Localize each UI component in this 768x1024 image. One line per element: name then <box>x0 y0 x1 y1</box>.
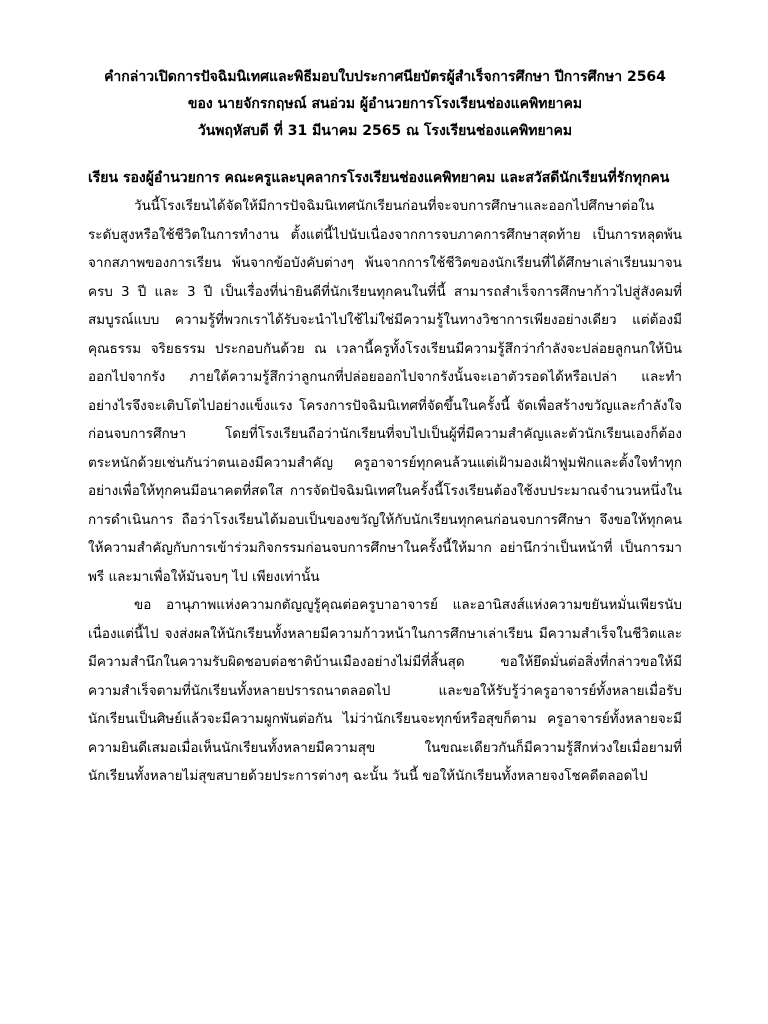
document-title: คำกล่าวเปิดการปัจฉิมนิเทศและพิธีมอบใบประกาศนียบัตรผู้สำเร็จการศึกษา ปีการศึกษา 2564 <box>104 69 666 85</box>
body-paragraph-1: วันนี้โรงเรียนได้จัดให้มีการปัจฉิมนิเทศนักเรียนก่อนที่จะจบการศึกษาและออกไปศึกษาต่อในระดับสูงหรือใช้ชีวิตในการทำงาน ตั้งแต่นี้ไปนับเนื่องจากการจบภาคการศึกษาสุดท้าย เป็นการหลุดพ้นจากสภาพของการเรียน พ้นจากข้อบังคับต่างๆ พ้นจากการใช้ชีวิตของนักเรียนที่ได้ศึกษาเล่าเรียนมาจนครบ 3 ปี และ 3 ปี เป็นเรื่องที่น่ายินดีที่นักเรียนทุกคนในที่นี้ สามารถสำเร็จการศึกษาก้าวไปสู่สังคมที่สมบูรณ์แบบ ความรู้ที่พวกเราได้รับจะนำไปใช้ไม่ใช่มีความรู้ในทางวิชาการเพียงอย่างเดียว แต่ต้องมีคุณธรรม จริยธรรม ประกอบกันด้วย ณ เวลานี้ครูทั้งโรงเรียนมีความรู้สึกว่ากำลังจะปล่อยลูกนกให้บินออกไปจากรัง ภายใต้ความรู้สึกว่าลูกนกที่ปล่อยออกไปจากรังนั้นจะเอาตัวรอดได้หรือเปล่า และทำอย่างไรจึงจะเติบโตไปอย่างแข็งแรง โครงการปัจฉิมนิเทศที่จัดขึ้นในครั้งนี้ จัดเพื่อสร้างขวัญและกำลังใจก่อนจบการศึกษา โดยที่โรงเรียนถือว่านักเรียนที่จบไปเป็นผู้ที่มีความสำคัญและตัวนักเรียนเองก็ต้องตระหนักด้วยเช่นกันว่าตนเองมีความสำคัญ ครูอาจารย์ทุกคนล้วนแต่เฝ้ามองเฝ้าฟูมฟักและตั้งใจทำทุกอย่างเพื่อให้ทุกคนมีอนาคตที่สดใส การจัดปัจฉิมนิเทศในครั้งนี้โรงเรียนต้องใช้งบประมาณจำนวนหนึ่งในการดำเนินการ ถือว่าโรงเรียนได้มอบเป็นของขวัญให้กับนักเรียนทุกคนก่อนจบการศึกษา จึงขอให้ทุกคนให้ความสำคัญกับการเข้าร่วมกิจกรรมก่อนจบการศึกษาในครั้งนี้ให้มาก อย่านึกว่าเป็นหน้าที่ เป็นการมาพรี และมาเพื่อให้มันจบๆ ไป เพียงเท่านั้น <box>88 198 682 585</box>
body-paragraph-2: ขอ อานุภาพแห่งความกตัญญูรู้คุณต่อครูบาอาจารย์ และอานิสงส์แห่งความขยันหมั่นเพียรนับเนื่องแต่นี้ไป จงส่งผลให้นักเรียนทั้งหลายมีความก้าวหน้าในการศึกษาเล่าเรียน มีความสำเร็จในชีวิตและมีความสำนึกในความรับผิดชอบต่อชาติบ้านเมืองอย่างไม่มีที่สิ้นสุด ขอให้ยึดมั่นต่อสิ่งที่กล่าวขอให้มีความสำเร็จตามที่นักเรียนทั้งหลายปรารถนาตลอดไป และขอให้รับรู้ว่าครูอาจารย์ทั้งหลายเมื่อรับนักเรียนเป็นศิษย์แล้วจะมีความผูกพันต่อกัน ไม่ว่านักเรียนจะทุกข์หรือสุขก็ตาม ครูอาจารย์ทั้งหลายจะมีความยินดีเสมอเมื่อเห็นนักเรียนทั้งหลายมีความสุข ในขณะเดียวกันก็มีความรู้สึกห่วงใยเมื่อยามที่นักเรียนทั้งหลายไม่สุขสบายด้วยประการต่างๆ ฉะนั้น วันนี้ ขอให้นักเรียนทั้งหลายจงโชคดีตลอดไป <box>88 597 682 784</box>
date-place-line: วันพฤหัสบดี ที่ 31 มีนาคม 2565 ณ โรงเรียนช่องแคพิทยาคม <box>197 123 573 139</box>
speaker-line: ของ นายจักรกฤษณ์ สนอ่วม ผู้อำนวยการโรงเรียนช่องแคพิทยาคม <box>187 96 583 112</box>
salutation: เรียน รองผู้อำนวยการ คณะครูและบุคลากรโรงเรียนช่องแคพิทยาคม และสวัสดีนักเรียนที่รักทุกคน <box>88 170 670 186</box>
document-header <box>88 64 682 145</box>
